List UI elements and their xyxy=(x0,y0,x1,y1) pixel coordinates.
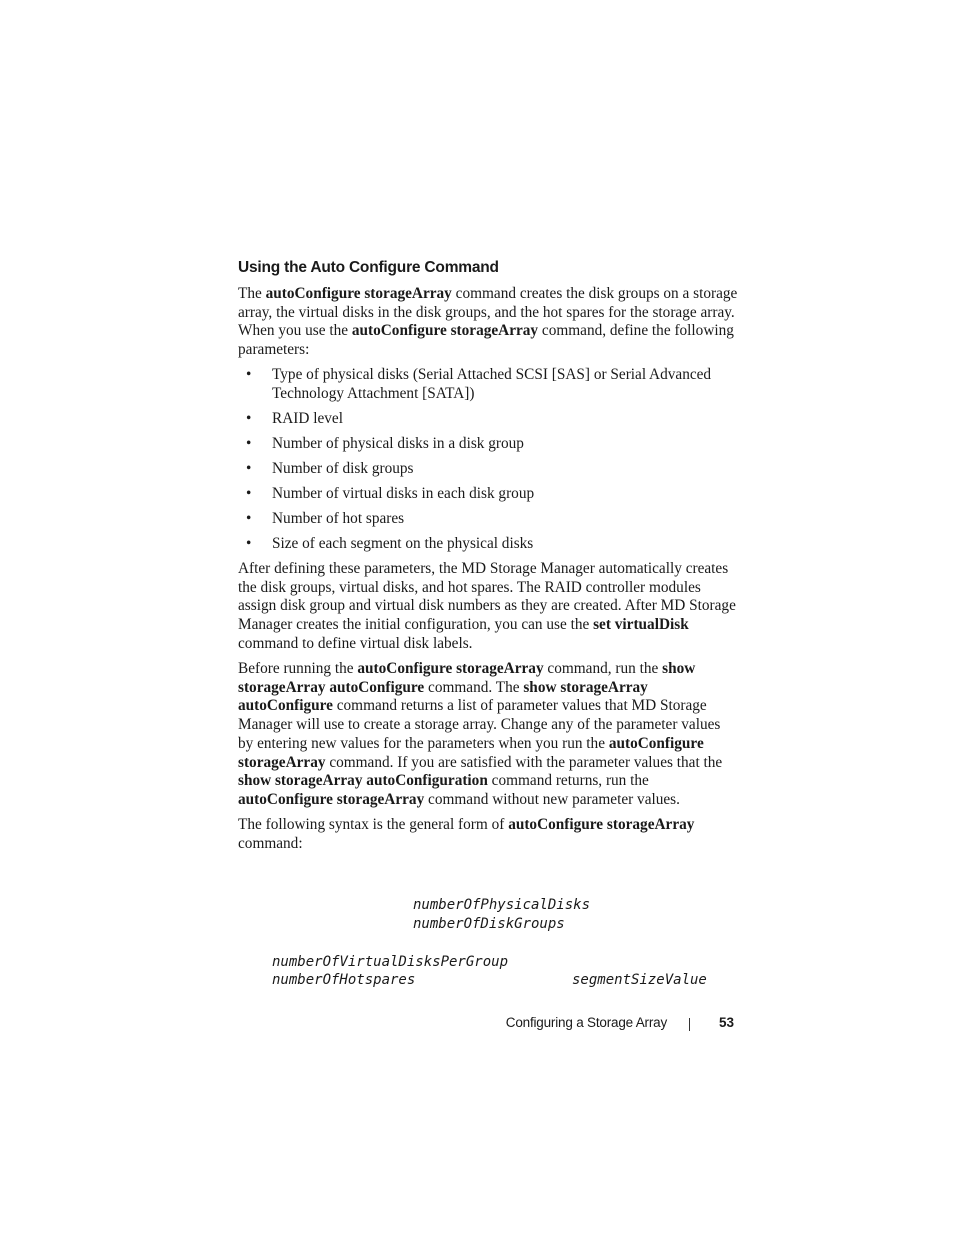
syntax-line-physical-disks: numberOfPhysicalDisks xyxy=(413,897,591,913)
syntax-line-hotspares: numberOfHotspares xyxy=(272,972,416,988)
text-run: After defining these parameters, the MD Storage Manager automatically creates the disk groups, virtual disks, and hot spares. The RAID controller modules assign disk group and virtual disk numbers as they are created. After MD Storage Manager creates the initial configuration, you can use the xyxy=(238,560,736,634)
command-name: autoConfigure storageArray xyxy=(351,322,539,340)
section-heading: Using the Auto Configure Command xyxy=(238,259,499,276)
bullet-glyph: • xyxy=(246,460,252,478)
text-run: The following syntax is the general form of xyxy=(238,816,509,834)
bullet-glyph: • xyxy=(246,366,252,384)
command-name: show storageArray autoConfigure xyxy=(238,678,648,715)
list-item-text: Size of each segment on the physical disks xyxy=(272,535,534,553)
command-name: autoConfigure storageArray xyxy=(357,660,544,678)
text-run: command returns, run the xyxy=(487,772,649,790)
body-text xyxy=(238,285,738,860)
list-item xyxy=(238,510,738,529)
text-run: command. The xyxy=(424,678,524,696)
command-name: autoConfigure storageArray xyxy=(508,816,695,834)
command-name: set virtualDisk xyxy=(593,616,689,634)
list-item-text: Type of physical disks (Serial Attached SCSI [SAS] or Serial Advanced Technology Attachment [SATA]) xyxy=(272,366,712,403)
list-item xyxy=(238,435,738,454)
bullet-glyph: • xyxy=(246,485,252,503)
bullet-glyph: • xyxy=(246,435,252,453)
list-item xyxy=(238,485,738,504)
command-name: show storageArray autoConfigure xyxy=(238,660,696,696)
list-item xyxy=(238,535,738,554)
text-run: The xyxy=(238,285,266,302)
bullet-glyph: • xyxy=(246,535,252,553)
paragraph-after-defining xyxy=(238,560,738,654)
list-item-text: Number of hot spares xyxy=(272,510,405,528)
list-item-text: Number of physical disks in a disk group xyxy=(272,435,524,453)
command-name: autoConfigure storageArray xyxy=(238,790,425,808)
paragraph-intro xyxy=(238,285,738,360)
list-item-text: Number of virtual disks in each disk group xyxy=(272,485,535,503)
text-run: command returns a list of parameter values that MD Storage Manager will use to create a storage array. Change any of the parameter values by entering new values for the parameters when you run the xyxy=(238,697,721,752)
text-run: command: xyxy=(238,834,303,852)
text-run: command without new parameter values. xyxy=(424,790,680,808)
command-name: autoConfigure storageArray xyxy=(265,285,452,302)
text-run: command to define virtual disk labels. xyxy=(238,634,473,652)
bullet-glyph: • xyxy=(246,410,252,428)
list-item-text: RAID level xyxy=(272,410,343,428)
paragraph-before-running xyxy=(238,660,738,810)
bullet-glyph: • xyxy=(246,510,252,528)
text-run: command. If you are satisfied with the parameter values that the xyxy=(325,753,723,771)
paragraph-syntax-intro xyxy=(238,816,738,853)
footer-section-title: Configuring a Storage Array xyxy=(505,1015,667,1030)
parameter-list xyxy=(238,366,738,553)
page-footer xyxy=(238,1015,734,1035)
syntax-line-segment-size: segmentSizeValue xyxy=(572,972,707,988)
footer-separator xyxy=(689,1018,690,1031)
text-run: Before running the xyxy=(238,660,358,678)
list-item xyxy=(238,460,738,479)
footer-page-number: 53 xyxy=(718,1015,734,1030)
command-name: autoConfigure storageArray xyxy=(238,734,704,771)
text-run: command, run the xyxy=(543,660,663,678)
list-item xyxy=(238,366,738,403)
syntax-line-disk-groups: numberOfDiskGroups xyxy=(413,916,565,932)
list-item-text: Number of disk groups xyxy=(272,460,414,478)
text-run: command, define the following parameters: xyxy=(238,322,734,359)
text-run: command creates the disk groups on a storage array, the virtual disks in the disk groups, and the hot spares for the storage array. When you use the xyxy=(238,285,738,340)
syntax-line-virtual-disks: numberOfVirtualDisksPerGroup xyxy=(272,954,509,970)
list-item xyxy=(238,410,738,429)
command-name: show storageArray autoConfiguration xyxy=(238,772,488,790)
